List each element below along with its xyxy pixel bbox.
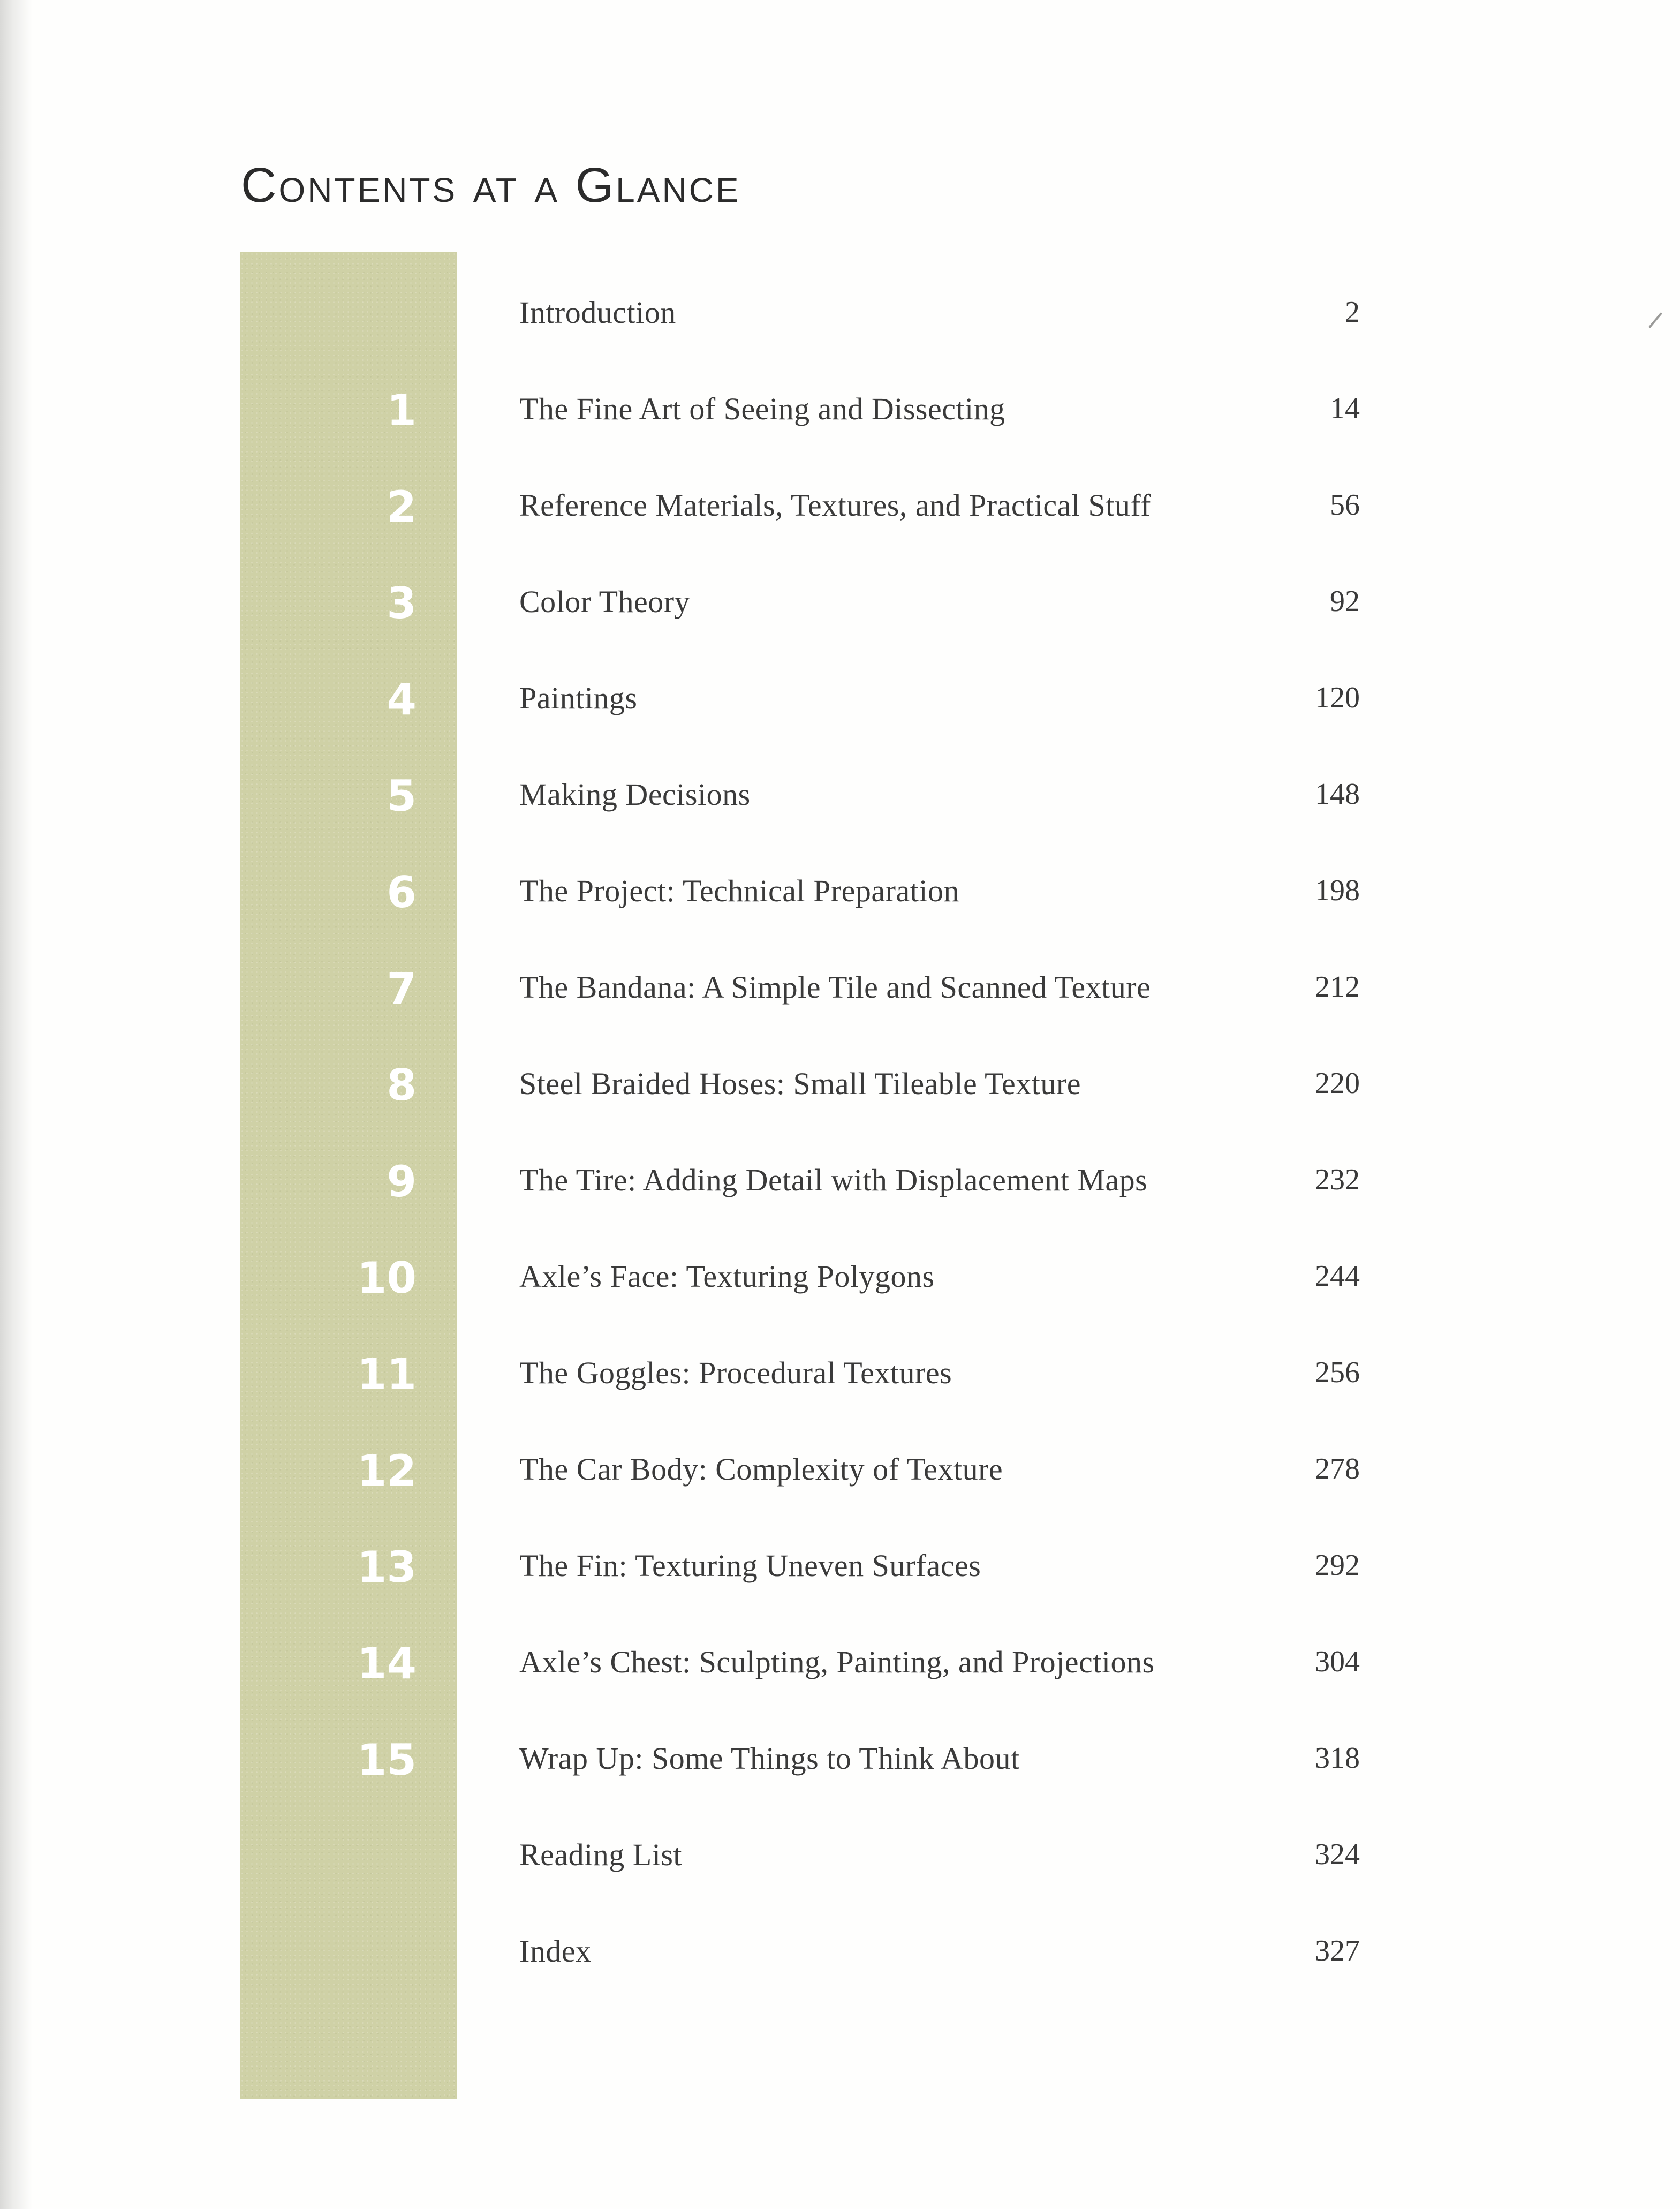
toc-entry-chapter-4[interactable] <box>519 683 1360 731</box>
entry-page: 244 <box>1315 1260 1360 1293</box>
chapter-number: 9 <box>387 1157 417 1207</box>
toc-entry-chapter-7[interactable] <box>519 972 1360 1020</box>
entry-page: 232 <box>1315 1163 1360 1196</box>
toc-entry-chapter-12[interactable] <box>519 1454 1360 1502</box>
chapter-number: 15 <box>357 1735 417 1785</box>
page-title: Contents at a Glance <box>241 158 741 213</box>
chapter-number: 6 <box>387 868 417 917</box>
toc-entry-reading-list[interactable] <box>519 1839 1360 1888</box>
entry-page: 256 <box>1315 1356 1360 1389</box>
toc-entry-chapter-8[interactable] <box>519 1068 1360 1117</box>
entry-page: 120 <box>1315 681 1360 714</box>
entry-title: Introduction <box>519 295 676 330</box>
chapter-number: 12 <box>357 1446 417 1496</box>
chapter-number-band <box>240 252 457 2099</box>
binding-shadow <box>0 0 32 2209</box>
toc-entry-chapter-15[interactable] <box>519 1743 1360 1791</box>
entry-title: Color Theory <box>519 584 691 619</box>
entry-title: The Car Body: Complexity of Texture <box>519 1452 1003 1487</box>
chapter-number: 11 <box>357 1349 417 1399</box>
toc-entry-introduction[interactable] <box>519 297 1360 345</box>
entry-title: Making Decisions <box>519 777 751 812</box>
entry-page: 278 <box>1315 1452 1360 1486</box>
entry-title: Axle’s Face: Texturing Polygons <box>519 1259 935 1294</box>
chapter-number: 8 <box>387 1060 417 1110</box>
chapter-number: 2 <box>387 482 417 532</box>
entry-title: The Fin: Texturing Uneven Surfaces <box>519 1548 981 1583</box>
entry-page: 148 <box>1315 778 1360 811</box>
entry-page: 2 <box>1345 296 1360 329</box>
entry-page: 292 <box>1315 1549 1360 1582</box>
entry-title: The Fine Art of Seeing and Dissecting <box>519 391 1005 426</box>
entry-title: Reference Materials, Textures, and Practical Stuff <box>519 488 1151 523</box>
toc-entry-chapter-9[interactable] <box>519 1165 1360 1213</box>
entry-title: Axle’s Chest: Sculpting, Painting, and Projections <box>519 1645 1155 1679</box>
entry-page: 14 <box>1330 392 1360 425</box>
entry-page: 56 <box>1330 488 1360 522</box>
entry-title: Paintings <box>519 681 638 715</box>
toc-entry-chapter-6[interactable] <box>519 873 1360 924</box>
entry-page: 304 <box>1315 1645 1360 1678</box>
chapter-number: 14 <box>357 1639 417 1688</box>
entry-page: 212 <box>1315 970 1360 1004</box>
entry-title: The Goggles: Procedural Textures <box>519 1355 952 1390</box>
pencil-mark <box>1648 312 1662 328</box>
chapter-number: 5 <box>387 771 417 821</box>
entry-title: Steel Braided Hoses: Small Tileable Texture <box>519 1066 1081 1101</box>
toc-entry-chapter-13[interactable] <box>519 1550 1360 1599</box>
toc-entry-chapter-2[interactable] <box>519 490 1360 538</box>
entry-title: The Project: Technical Preparation <box>519 873 959 908</box>
toc-entry-chapter-14[interactable] <box>519 1647 1360 1695</box>
entry-page: 324 <box>1315 1838 1360 1871</box>
chapter-number: 7 <box>387 964 417 1014</box>
toc-entry-chapter-5[interactable] <box>519 779 1360 827</box>
entry-title: The Bandana: A Simple Tile and Scanned Texture <box>519 970 1151 1005</box>
entry-title: Reading List <box>519 1837 683 1872</box>
entry-page: 318 <box>1315 1741 1360 1775</box>
chapter-number: 1 <box>387 386 417 435</box>
chapter-number: 10 <box>357 1253 417 1303</box>
chapter-number: 3 <box>387 578 417 628</box>
entry-title: The Tire: Adding Detail with Displacement Maps <box>519 1163 1148 1197</box>
entry-title: Wrap Up: Some Things to Think About <box>519 1741 1020 1776</box>
entry-title: Index <box>519 1934 592 1969</box>
entry-page: 220 <box>1315 1067 1360 1100</box>
toc-entry-index[interactable] <box>519 1936 1360 1984</box>
toc-entry-chapter-1[interactable] <box>519 391 1360 442</box>
toc-entry-chapter-10[interactable] <box>519 1261 1360 1309</box>
entry-page: 198 <box>1315 874 1360 907</box>
entry-page: 327 <box>1315 1934 1360 1967</box>
toc-entry-chapter-3[interactable] <box>519 586 1360 635</box>
entry-page: 92 <box>1330 585 1360 618</box>
chapter-number: 13 <box>357 1542 417 1592</box>
toc-entry-chapter-11[interactable] <box>519 1355 1360 1406</box>
chapter-number: 4 <box>387 675 417 725</box>
